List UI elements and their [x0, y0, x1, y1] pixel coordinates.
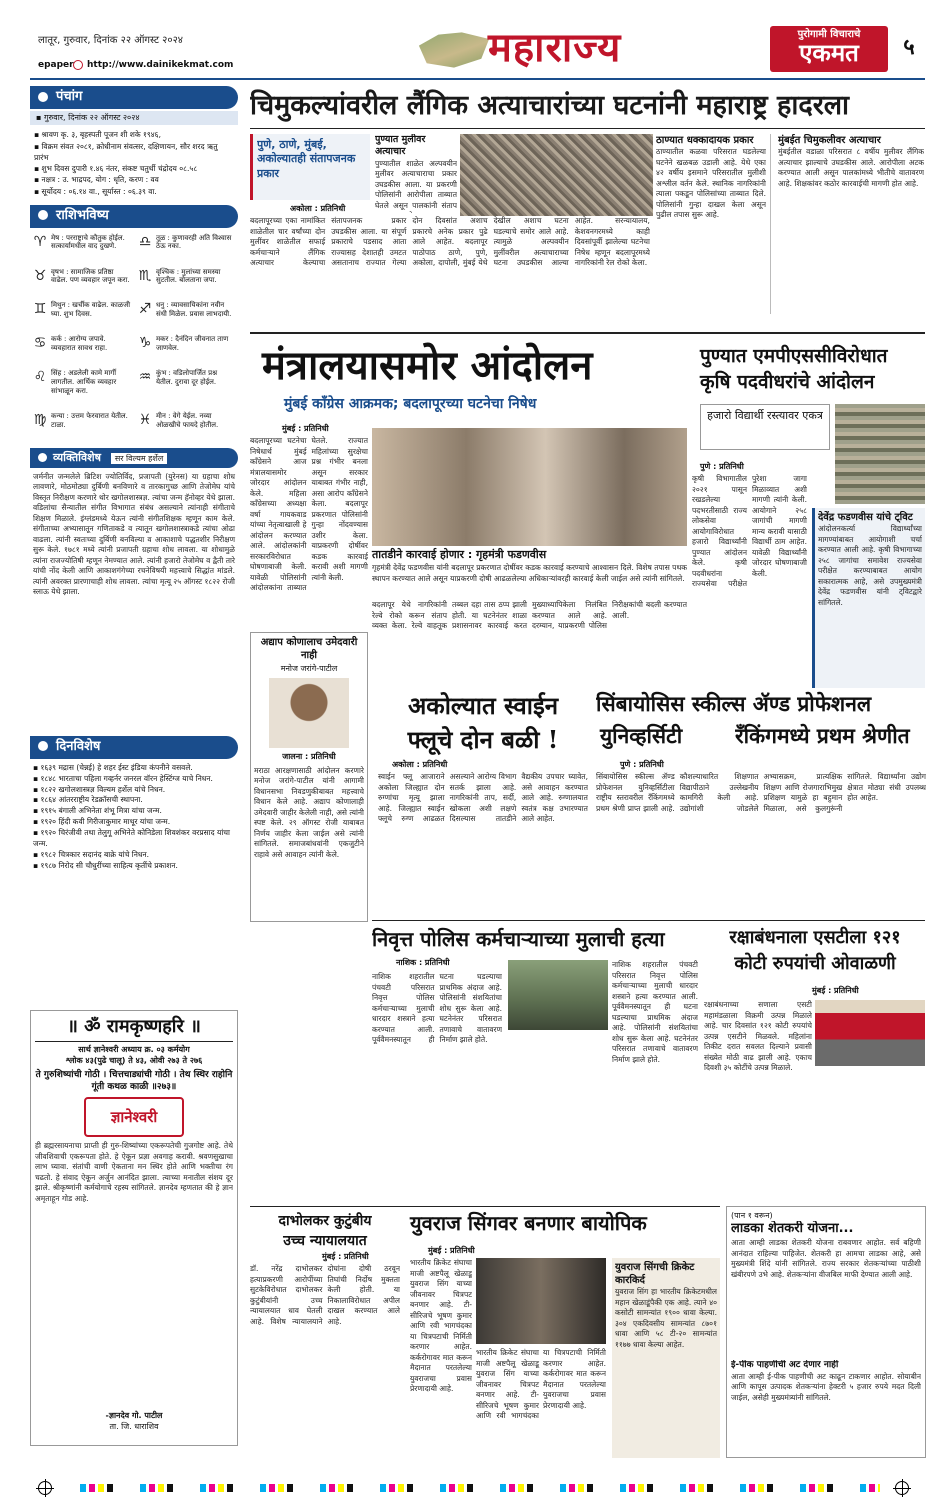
jarange-photo: [269, 678, 349, 748]
ladka-sub: ई-पीक पाहणीची अट देणार नाही: [731, 1360, 839, 1371]
section-title: महाराज्य: [488, 24, 622, 71]
rashi-item: [32, 412, 131, 442]
mantralaya-body2: बदलापूर येथे नागरिकांनी रेल्वे रोको करून संताप व्यक्त केला. रेल्वे वाहतूक तब्बल दहा तास ठप्प झाली होती. या घटनेनंतर शाळा प्रशासनावर कारवाई करत मुख्याध्यापिकेला निलंबित करण्यात आले आहे. दरम्यान, याप्रकरणी पोलिस निरीक्षकांची बदली करण्यात आली.: [372, 600, 687, 630]
st-bus-photo: [815, 1000, 925, 1066]
rule: [35, 1041, 233, 1042]
vyakti-sub: सर विल्यम हर्शेल: [111, 453, 167, 464]
mpsc-kicker-box: [700, 404, 830, 450]
symbiosis-body: सिंबायोसिस स्कील्स ॲण्ड प्रोफेशनल युनिव्हर्सिटीला राष्ट्रीय स्तरावरील रँकिंगमध्ये प्रथम श्रेणी प्राप्त झाली आहे. कौशल्याधारित शिक्षणात विद्यापीठाने उल्लेखनीय कामगिरी केली आहे. उद्योगांशी जोडलेले अभ्यासक्रम, प्रात्यक्षिक शिक्षण आणि रोजगाराभिमुख प्रशिक्षण यामुळे हा बहुमान मिळाला, असे कुलगुरूंनी सांगितले. विद्यार्थ्यांना उद्योग क्षेत्रात मोठ्या संधी उपलब्ध होत आहेत.: [596, 772, 926, 813]
protest-crowd-photo: [460, 134, 653, 216]
dinvishesh-item: ▪ १६३९ मद्रास (चेन्नई) हे शहर ईस्ट इंडिया कंपनीने वसवले.: [33, 762, 193, 772]
bullet-icon: [38, 210, 48, 220]
swine-headline2: फ्लूचे दोन बळी !: [407, 725, 559, 754]
mpsc-headline2: कृषि पदवीधरांचे आंदोलन: [700, 371, 875, 393]
registration-mark-icon: [895, 1481, 909, 1495]
color-dots: [80, 1484, 880, 1492]
rashi-header: [30, 205, 238, 228]
spiritual-sub2: श्लोक ४३(पुढे चालू) ते ४३, ओवी २७३ ते २७६: [65, 1055, 203, 1065]
rashi-text: मीन : वेगे येईल. नव्या ओळखीचे फायदे होतील.: [156, 411, 219, 429]
lead-col4: [778, 134, 924, 314]
jarange-box: [250, 632, 368, 922]
congress-protest-photo: [372, 428, 687, 546]
taurus-icon: ♉: [33, 267, 47, 284]
aquarius-icon: ♒: [138, 369, 152, 386]
panchang-title: पंचांग: [56, 89, 83, 104]
bullet-icon: [38, 741, 48, 751]
rashi-grid: [30, 228, 238, 446]
dabholkar-body: डॉ. नरेंद्र दाभोलकर हत्याप्रकरणी आरोपींच्या सुटकेविरोधात दाभोलकर कुटुंबीयांनी उच्च न्यायालयात धाव घेतली आहे. विशेष न्यायालयाने दोघांना दोषी ठरवून तिघांची निर्दोष मुक्तता केली होती. या निकालाविरोधात अपील दाखल करण्यात आले आहे.: [250, 1264, 400, 1326]
rashi-text: कन्या : उत्तम फेरवारात येतील. टाळा.: [51, 411, 128, 429]
rashi-item: [137, 412, 236, 442]
rashi-text: वृश्चिक : मुलांच्या समस्या सुटतील. बोलताना जपा.: [156, 267, 221, 285]
lead-col2-title: पुण्यात मुलीवर अत्याचार: [375, 134, 426, 158]
dabholkar-byline: मुंबई : प्रतिनिधी: [322, 1252, 369, 1261]
rashi-text: धनु : व्यावसायिकांना नवीन संधी मिळेल. प्रवास लाभदायी.: [156, 301, 232, 319]
ladka-body2: आता आम्ही ई-पीक पाहणीची अट काढून टाकणार आहोत. सोयाबीन आणि कापूस उत्पादक शेतकऱ्यांना हेक्टरी ५ हजार रुपये मदत दिली जाईल, असेही मुख्यमंत्र्यांनी सांगितले.: [731, 1371, 921, 1402]
panchang-line: ▪ शुभ दिवस दुपारी १.४६ नंतर, संकष्ट चतुर्थी चंद्रोदय ०८.५८: [34, 164, 198, 174]
rashi-title: राशिभविष्य: [56, 207, 109, 223]
rashi-item: [137, 301, 236, 331]
mantralaya-byline: मुंबई : प्रतिनिधी: [282, 424, 329, 433]
registration-mark-icon: [38, 1481, 52, 1495]
rule: [250, 128, 925, 129]
yuvraj-box-body: युवराज सिंग हा भारतीय क्रिकेटमधील महान खेळाडूंपैकी एक आहे. त्याने ४० कसोटी सामन्यांत १९०० धावा केल्या. ३०४ एकदिवसीय सामन्यांत ८७०१ धावा आणि ५८ टी-२० सामन्यांत ११७७ धावा केल्या आहेत.: [615, 1287, 717, 1349]
dinvishesh-item: ▪ १९८२ चित्रकार सदानंद बाक्रे यांचे निधन.: [33, 849, 150, 859]
rule: [372, 920, 925, 921]
police-headline: निवृत्त पोलिस कर्मचाऱ्याच्या मुलाची हत्या: [372, 927, 665, 951]
ladka-cont: (पान १ वरून): [731, 1211, 773, 1220]
panchang-line: ▪ विक्रम संवत २०८१, क्रोधीनाम संवत्सर, दक्षिणायन, सौर शरद ऋतु प्रारंभ: [34, 141, 218, 162]
lead-headline: चिमुकल्यांवरील लैंगिक अत्याचारांच्या घटनांनी महाराष्ट्र हादरला: [250, 90, 850, 121]
yuvraj-body: भारतीय क्रिकेट संघाचा माजी अष्टपैलू खेळाडू युवराज सिंग याच्या जीवनावर चित्रपट बनणार आहे. टी-सीरिजचे भूषण कुमार आणि रवी भागचंदका या चित्रपटाची निर्मिती करणार आहेत. कर्करोगावर मात करून मैदानात परतलेल्या युवराजचा प्रवास प्रेरणादायी आहे.: [410, 1258, 472, 1393]
gemini-icon: ♊: [33, 301, 47, 318]
lead-byline: अकोला : प्रतिनिधी: [290, 204, 346, 213]
dinvishesh-title: दिनविशेष: [56, 738, 101, 754]
dnyaneshwari-text: ज्ञानेश्वरी: [110, 1107, 158, 1126]
jarange-body: मराठा आरक्षणासाठी आंदोलन करणारे मनोज जरांगे-पाटील यांनी आगामी विधानसभा निवडणुकीबाबत महत्त्वाचे विधान केले आहे. अद्याप कोणालाही उमेदवारी जाहीर केलेली नाही, असे त्यांनी स्पष्ट केले. २९ ऑगस्ट रोजी याबाबत निर्णय जाहीर केला जाईल असे त्यांनी सांगितले. समाजबांधवांनी एकजुटीने राहावे असे आवाहन त्यांनी केले.: [254, 765, 364, 859]
rashi-item: [32, 234, 131, 264]
rashi-text: मकर : दैनंदिन जीवनात ताण जाणवेल.: [156, 335, 229, 353]
yuvraj-box: [612, 1258, 720, 1458]
mantralaya-sub: मुंबई काँग्रेस आक्रमक; बदलापूरच्या घटनेचा निषेध: [284, 396, 537, 412]
panchang-date-text: गुरुवार, दिनांक २२ ऑगस्ट २०२४: [43, 112, 140, 122]
rashi-text: वृषभ : सामाजिक प्रतिष्ठा वाढेल. पण व्यवहार जपून करा.: [51, 267, 130, 285]
rashi-item: [32, 268, 131, 298]
scorpio-icon: ♏: [138, 267, 152, 284]
mpsc-headline1: पुण्यात एमपीएससीविरोधात: [700, 345, 888, 367]
mantralaya-caption: तातडीने कारवाई होणार : गृहमंत्री फडणवीस: [372, 548, 547, 561]
dinvishesh-item: ▪ १८४८ भारताचा पहिला गव्हर्नर जनरल वॉरन हेस्टिंग्ज याचे निधन.: [33, 773, 213, 783]
panchang-line: ▪ श्रावण कृ. ३, बृहस्पती पूजन शी शके १९४६,: [34, 130, 161, 140]
dinvishesh-item: ▪ १९२० हिंदी कवी गिरीजाकुमार माथूर यांचा जन्म.: [33, 817, 171, 827]
lead-col3-body: ठाण्यातील कळवा परिसरात घडलेल्या घटनेने खळबळ उडाली आहे. येथे एका ४२ वर्षीय इसमाने परिसरातील मुलीशी अश्लील वर्तन केले. स्थानिक नागरिकांनी त्याला पकडून पोलिसांच्या ताब्यात दिले. पोलिसांनी गुन्हा दाखल केला असून पुढील तपास सुरू आहे.: [656, 147, 766, 219]
panchang-line: ▪ सूर्योदय : ०६.१४ वा., सूर्यास्त : ०६.३९ वा.: [34, 186, 157, 196]
rashi-text: तूळ : कुणावरही अति विश्वास ठेऊ नका.: [156, 233, 232, 251]
st-headline2: कोटी रुपयांची ओवाळणी: [734, 953, 896, 974]
divider: [770, 134, 771, 314]
sagittarius-icon: ♐: [138, 301, 152, 318]
agri-protest-photo: [835, 404, 925, 504]
cancer-icon: ♋: [33, 335, 47, 352]
panchang-header: [30, 86, 238, 109]
mpsc-body: कृषी विभागातील २०२१ पासून रखडलेल्या पदभरतीसाठी राज्य लोकसेवा आयोगाविरोधात हजारो विद्यार्थ्यांनी पुण्यात आंदोलन केले. कृषी पदवीधरांना राज्यसेवा परीक्षेत पुरेशा जागा मिळाव्यात अशी मागणी त्यांनी केली. आयोगाने २५८ जागांची मागणी मान्य करावी यासाठी विद्यार्थी ठाम आहेत. यावेळी विद्यार्थ्यांनी जोरदार घोषणाबाजी केली.: [692, 474, 807, 588]
masthead: [0, 0, 945, 84]
masthead-rule: [30, 78, 925, 80]
spiritual-box: [30, 1010, 238, 1446]
panchang-date: ▪ गुरुवार, दिनांक २२ ऑगस्ट २०२४: [30, 111, 238, 125]
spiritual-quote: ते गुरुशिष्यांची गोठी । चित्तचाड्यांची गोठी । तेथ स्थिर राहोनि गूंती कथळ काळी ॥२७३॥: [35, 1070, 233, 1093]
site-url[interactable]: http://www.dainikekmat.com: [87, 60, 234, 70]
swine-headline1: अकोल्यात स्वाईन: [407, 691, 559, 720]
police-byline: नाशिक : प्रतिनिधी: [396, 958, 450, 967]
epaper-label: epaper: [38, 60, 74, 70]
ladka-body: आता आम्ही लाडका शेतकरी योजना राबवणार आहोत. सर्व बहिणी आनंदात राहिल्या पाहिजेत. शेतकरी हा आमचा लाडका आहे, असे मुख्यमंत्री शिंदे यांनी सांगितले. राज्य सरकार शेतकऱ्यांच्या पाठीशी खंबीरपणे उभे आहे. शेतकऱ्यांना वीजबिल माफी देण्यात आली आहे.: [731, 1238, 921, 1279]
rashi-text: सिंह : अडलेली कामे मार्गी लागतील. आर्थिक व्यवहार सांभाळून करा.: [51, 369, 117, 395]
registration-strip: [0, 1476, 945, 1501]
vyakti-title: व्यक्तिविशेष: [53, 450, 101, 464]
rashi-item: [137, 335, 236, 365]
ladka-headline: लाडका शेतकरी योजना...: [731, 1221, 854, 1237]
dinvishesh-item: ▪ १९२० चिरंजीवी तथा तेलुगू अभिनेते कोनिडेला शिवशंकर वरप्रसाद यांचा जन्म.: [33, 828, 230, 848]
rashi-text: मेष : परराष्ट्राचे कौतुक होईल. सत्कार्यामधील वाद दुखणे.: [51, 233, 125, 251]
st-byline: मुंबई : प्रतिनिधी: [812, 986, 859, 995]
aries-icon: ♈: [33, 233, 47, 250]
mantralaya-body: बदलापूरच्या घटनेचा निषेधार्थ मुंबई काँग्रेसने आज मंत्रालयासमोर जोरदार आंदोलन केले. महिला काँग्रेसच्या अध्यक्षा वर्षा गायकवाड यांच्या नेतृत्वाखाली हे आंदोलन करण्यात आले. आंदोलकांनी सरकारविरोधात घोषणाबाजी केली. यावेळी पोलिसांनी आंदोलकांना ताब्यात घेतले. राज्यात महिलांच्या सुरक्षेचा प्रश्न गंभीर बनला असून सरकार याबाबत गंभीर नाही, असा आरोप काँग्रेसने केला. बदलापूर प्रकरणात पोलिसांनी गुन्हा नोंदवण्यास उशीर केला. याप्रकरणी दोषींवर कडक कारवाई करावी अशी मागणी त्यांनी केली.: [250, 436, 368, 592]
fadnavis-body: आंदोलनकर्त्या विद्यार्थ्यांच्या मागण्यांबाबत आयोगाशी चर्चा करण्यात आली आहे. कृषी विभागाच्या २५८ जागांचा समावेश राज्यसेवा परीक्षेत करण्याबाबत आयोग सकारात्मक आहे, असे उपमुख्यमंत्री देवेंद्र फडणवीस यांनी ट्विटद्वारे सांगितले.: [818, 524, 922, 607]
mpsc-byline: पुणे : प्रतिनिधी: [700, 462, 744, 471]
yuvraj-box-title: युवराज सिंगची क्रिकेट कारकिर्द: [615, 1262, 695, 1286]
rashi-item: [137, 268, 236, 298]
rashi-text: कर्क : आरोग्य जपावे. व्यवहारात सावध राहा.: [51, 335, 108, 353]
symbiosis-headline3: रँकिंगमध्ये प्रथम श्रेणीत: [735, 723, 910, 748]
fadnavis-title: देवेंद्र फडणवीस यांचे ट्विट: [818, 512, 913, 523]
st-body: रक्षाबंधनाच्या सणाला एसटी महामंडळाला विक्रमी उत्पन्न मिळाले आहे. चार दिवसांत १२१ कोटी रुपयांचे उत्पन्न एसटीने मिळवले. महिलांना तिकीट दरात सवलत दिल्याने प्रवासी संख्येत मोठी वाढ झाली आहे. एकाच दिवशी ३५ कोटींचे उत्पन्न मिळाले.: [704, 1000, 812, 1072]
spiritual-title: ॥ ॐ रामकृष्णहरि ॥: [67, 1016, 201, 1037]
pisces-icon: ♓: [138, 411, 152, 428]
panchang-body: [30, 125, 238, 201]
libra-icon: ♎: [138, 233, 152, 250]
lead-kicker-box: [250, 134, 370, 200]
spiritual-body: ही ब्रह्मरसायनाचा प्राप्ती ही गुरु-शिष्यांच्या एकरूपतेची गुजगोष्ट आहे. तेथे जीवशिवाची एकरूपता होते. हे ऐकून प्रज्ञा अवगाह करावी. श्रवणसुखाचा लाभ घ्यावा. संतांची वाणी ऐकताना मन स्थिर होते आणि भक्तीचा रंग चढतो. हे संवाद ऐकून अर्जुन आनंदित झाला. त्याच्या मनातील संशय दूर झाले. श्रीकृष्णांनी कर्मयोगाचे रहस्य सांगितले. ज्ञानदेव म्हणतात की हे ज्ञान अमृताहून गोड आहे.: [35, 1141, 233, 1203]
lead-kicker: पुणे, ठाणे, मुंबई, अकोल्यातही संतापजनक प्रकार: [257, 138, 356, 180]
slogan: पुरोगामी विचाराचे: [797, 29, 861, 40]
fadnavis-box: [812, 508, 925, 688]
virgo-icon: ♍: [33, 411, 47, 428]
leo-icon: ♌: [33, 369, 47, 386]
rashi-item: [32, 335, 131, 365]
swine-body: स्वाईन फ्लू आजाराने अकोला जिल्ह्यात दोन रुग्णांचा मृत्यू झाला आहे. जिल्ह्यात स्वाईन फ्लूचे रुग्ण आढळत असल्याने आरोग्य विभाग सतर्क झाला आहे. नागरिकांनी ताप, सर्दी, खोकला अशी लक्षणे दिसल्यास तातडीने वैद्यकीय उपचार घ्यावेत, असे आवाहन करण्यात आले आहे. रुग्णालयात स्वतंत्र कक्ष उभारण्यात आले आहेत.: [378, 772, 588, 823]
spiritual-sub: सार्थ ज्ञानेश्वरी अध्याय क्र. ०३ कर्मयोग: [78, 1045, 190, 1055]
lead-col2-body: पुण्यातील शाळेत अल्पवयीन मुलीवर अत्याचाराचा प्रकार उघडकीस आला. या प्रकरणी पोलिसांनी आरोपीला ताब्यात घेतले असून पालकांनी संताप: [375, 158, 457, 210]
rashi-item: [32, 301, 131, 331]
page-number: ५: [903, 35, 915, 60]
bullet-icon: [38, 92, 48, 102]
dinvishesh-item: ▪ १९१५ बंगाली अभिनेता शंभू मित्रा यांचा जन्म.: [33, 806, 162, 816]
symbiosis-headline1: सिंबायोसिस स्कील्स ॲण्ड प्रोफेशनल: [596, 691, 872, 716]
ladka-box: [726, 1206, 926, 1458]
jarange-name: मनोज जरांगे-पाटील: [280, 664, 338, 673]
globe-icon: [73, 60, 83, 70]
yuvraj-body2: भारतीय क्रिकेट संघाचा माजी अष्टपैलू खेळाडू युवराज सिंग याच्या जीवनावर चित्रपट बनणार आहे. टी-सीरिजचे भूषण कुमार आणि रवी भागचंदका या चित्रपटाची निर्मिती करणार आहेत. कर्करोगावर मात करून मैदानात परतलेल्या युवराजचा प्रवास प्रेरणादायी आहे.: [476, 1348, 606, 1420]
symbiosis-byline: पुणे : प्रतिनिधी: [620, 760, 664, 769]
rashi-item: [32, 369, 131, 408]
paper-name: एकमत: [799, 38, 859, 67]
st-headline1: रक्षाबंधनाला एसटीला १२१: [729, 927, 901, 948]
vyakti-header: [30, 448, 238, 468]
mantralaya-headline: मंत्रालयासमोर आंदोलन: [262, 342, 593, 389]
dinvishesh-header: [30, 736, 238, 759]
mpsc-kicker: हजारो विद्यार्थी रस्त्यावर एकत्र: [707, 409, 823, 422]
rashi-text: कुंभ : वडिलोपार्जित प्रश्न येतील. दुरावा दूर होईल.: [156, 369, 218, 386]
spiritual-sign2: ता. जि. धाराशिव: [109, 1421, 159, 1431]
lead-col3: [656, 134, 766, 314]
maharashtra-map-image: [415, 28, 493, 72]
dateline: लातूर, गुरुवार, दिनांक २२ ऑगस्ट २०२४: [38, 35, 183, 46]
yuvraj-byline: मुंबई : प्रतिनिधी: [428, 1246, 475, 1255]
spiritual-sign: -ज्ञानदेव गो. पाटील: [105, 1411, 163, 1421]
dinvishesh-item: ▪ १९८७ निरोद सी चौधुरींच्या साहित्य कृतींचे प्रकाशन.: [33, 860, 178, 870]
jarange-title: अद्याप कोणालाच उमेदवारी नाही: [260, 637, 358, 661]
yuvraj-headline: युवराज सिंगवर बनणार बायोपिक: [410, 1211, 647, 1235]
panchang-line: ▪ नक्षत्र : उ. भाद्रपद, योग : धृति, करण : वव: [34, 175, 159, 185]
bullet-icon: [38, 453, 47, 462]
lead-col2: [375, 134, 457, 214]
dnyaneshwari-logo: [84, 1097, 184, 1137]
dabholkar-headline2: उच्च न्यायालयात: [283, 1233, 367, 1249]
rashi-item: [137, 234, 236, 264]
dinvishesh-item: ▪ १८६४ आंतरराष्ट्रीय रेडक्रॉसची स्थापना.: [33, 795, 143, 805]
dinvishesh-item: ▪ १८२२ खगोलशास्त्रज्ञ विल्यम हर्शेल यांचे निधन.: [33, 784, 166, 794]
police-body: नाशिक शहरातील पंचवटी परिसरात निवृत्त पोलिस कर्मचाऱ्याच्या मुलाची धारदार शस्त्राने हत्या करण्यात आली. पूर्ववैमनस्यातून ही घटना घडल्याचा प्राथमिक अंदाज आहे. पोलिसांनी संशयितांचा शोध सुरू केला आहे. घटनेनंतर परिसरात तणावाचे वातावरण निर्माण झाले होते.: [372, 972, 502, 1044]
swine-byline: अकोला : प्रतिनिधी: [392, 760, 448, 769]
lead-col4-body: मुंबईतील वडाळा परिसरात ८ वर्षीय मुलीवर लैंगिक अत्याचार झाल्याचे उघडकीस आले. आरोपीला अटक करण्यात आली असून पालकांमध्ये भीतीचे वातावरण आहे. शिक्षकांवर कठोर कारवाईची मागणी होत आहे.: [778, 147, 924, 188]
lead-col4-title: मुंबईत चिमुकलीवर अत्याचार: [778, 135, 881, 146]
mantralaya-caption-body: गृहमंत्री देवेंद्र फडणवीस यांनी बदलापूर प्रकरणात दोषींवर कडक कारवाई करण्याचे आश्वासन दिले. विशेष तपास पथक स्थापन करण्यात आले असून याप्रकरणी दोषी आढळलेल्या अधिकाऱ्यांवरही कारवाई केली जाईल असे त्यांनी सांगितले.: [372, 563, 687, 583]
jarange-byline: जालना : प्रतिनिधी: [282, 752, 336, 762]
rashi-text: मिथुन : खर्चीक वाढेल. काळजी घ्या. शुभ दिवस.: [51, 301, 131, 319]
dinvishesh-list: [30, 759, 238, 909]
dabholkar-headline1: दाभोलकर कुटुंबीय: [278, 1213, 372, 1229]
rule: [250, 332, 925, 334]
capricorn-icon: ♑: [138, 335, 152, 352]
yuvraj-photo: [476, 1258, 606, 1344]
lead-body: बदलापूरच्या एका नामांकित शाळेतील चार वर्षांच्या दोन मुलींवर शाळेतील सफाई कर्मचाऱ्याने लैंगिक अत्याचार केल्याचा संतापजनक प्रकार उघडकीस आला. या संपूर्ण प्रकाराचे पडसाद आता राज्यासह देशातही उमटत असतानाच राज्यात गेल्या दोन दिवसांत अशाच प्रकारचे अनेक प्रकार पुढे आले आहेत. बदलापूर पाठोपाठ ठाणे, पुणे, अकोला, दापोली, मुंबई येथे देखील अशाच घटना घडल्याचे समोर आले आहे. त्यामुळे अल्पवयीन मुलींवरील अत्याचाराच्या घटना उघडकीस आल्या आहेत. सरन्यायालय, केशवनगरमध्ये काही दिवसांपूर्वी झालेल्या घटनेचा निषेध म्हणून बदलापूरमध्ये नागरिकांनी रेल रोको केला.: [250, 216, 650, 267]
police-photo: [508, 960, 608, 1030]
rashi-item: [137, 369, 236, 408]
symbiosis-headline2: युनिव्हर्सिटी: [600, 723, 683, 748]
paper-logo: [770, 26, 888, 72]
rule: [250, 1206, 720, 1207]
lead-col3-title: ठाण्यात धक्कादायक प्रकार: [656, 135, 754, 146]
police-body-right: नाशिक शहरातील पंचवटी परिसरात निवृत्त पोलिस कर्मचाऱ्याच्या मुलाची धारदार शस्त्राने हत्या करण्यात आली. पूर्ववैमनस्यातून ही घटना घडल्याचा प्राथमिक अंदाज आहे. पोलिसांनी संशयितांचा शोध सुरू केला आहे. घटनेनंतर परिसरात तणावाचे वातावरण निर्माण झाले होते.: [612, 960, 698, 1064]
vyakti-body: जर्मनीत जन्मलेले ब्रिटिश ज्योतिर्विद, प्रजापती (युरेनस) या ग्रहाचा शोध लावणारे, मोठमोठ्या दुर्बिणी बनविणारे व तारकागुच्छ आणि तेजोमेघ यांचे विस्तृत निरीक्षण करणारे थोर खगोलशास्त्रज्ञ. त्यांचा जन्म हॅनोव्हर येथे झाला. वडिलांचा सैन्यातील संगीत विभागात संबंध असल्याने त्यांनाही संगीताचे शिक्षण मिळाले. इंग्लंडमध्ये येऊन त्यांनी संगीतशिक्षक म्हणून काम केले. संगीताच्या अभ्यासातून गणिताकडे व त्यातून खगोलशास्त्राकडे त्यांचा ओढा वाढला. त्यांनी स्वतःच्या दुर्बिणी बनविल्या व आकाशाचे पद्धतशीर निरीक्षण सुरू केले. १७८१ मध्ये त्यांनी प्रजापती ग्रहाचा शोध लावला. या शोधामुळे त्यांना राजज्योतिषी म्हणून नेमण्यात आले. त्यांनी हजारो तेजोमेघ व द्वैती तारे यांची नोंद केली आणि आकाशगंगेच्या रचनेविषयी महत्त्वाचे सिद्धांत मांडले. त्यांनी अवरक्त प्रारणाचाही शोध लावला. त्यांचा मृत्यू २५ ऑगस्ट १८२२ रोजी स्लाऊ येथे झाला.: [33, 471, 235, 597]
